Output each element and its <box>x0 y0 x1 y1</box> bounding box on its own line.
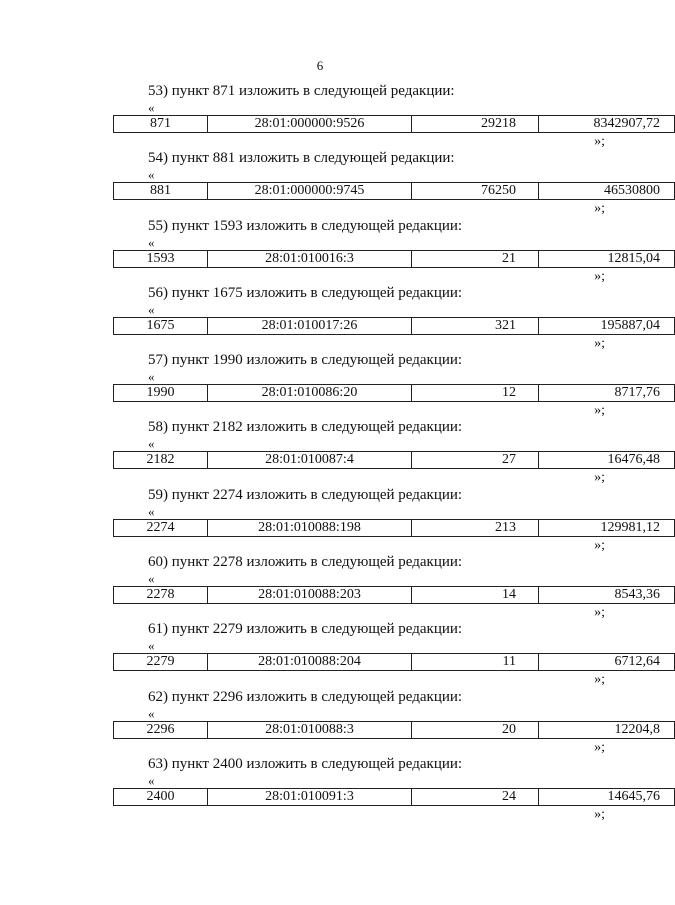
table-row <box>114 587 675 604</box>
cadastral-number-cell: 28:01:000000:9526 <box>208 116 412 133</box>
value-cell: 8717,76 <box>539 385 675 402</box>
item-number-cell: 2182 <box>114 452 208 469</box>
quantity-cell: 21 <box>412 250 539 267</box>
closing-quote: »; <box>594 403 605 419</box>
amendment-table <box>113 317 675 335</box>
amendment-heading: 62) пункт 2296 изложить в следующей редакции: <box>148 688 463 705</box>
table-row <box>114 721 675 738</box>
amendment-entry <box>0 486 660 554</box>
cadastral-number-cell: 28:01:000000:9745 <box>208 183 412 200</box>
opening-quote: « <box>148 100 155 115</box>
quantity-cell: 20 <box>412 721 539 738</box>
cadastral-number-cell: 28:01:010087:4 <box>208 452 412 469</box>
amendment-table <box>113 721 675 739</box>
item-number-cell: 2278 <box>114 587 208 604</box>
item-number-cell: 871 <box>114 116 208 133</box>
opening-quote: « <box>148 571 155 587</box>
page-number: 6 <box>316 58 324 73</box>
opening-quote: « <box>148 772 155 788</box>
value-cell: 12204,8 <box>539 721 675 738</box>
opening-quote: « <box>148 436 155 452</box>
item-number-cell: 1593 <box>114 250 208 267</box>
amendment-entry <box>0 284 660 352</box>
cadastral-number-cell: 28:01:010088:203 <box>208 587 412 604</box>
value-cell: 195887,04 <box>539 317 675 334</box>
table-row <box>114 452 675 469</box>
quantity-cell: 24 <box>412 788 539 805</box>
opening-quote: « <box>148 705 155 721</box>
table-row <box>114 788 675 805</box>
amendment-heading: 53) пункт 871 изложить в следующей редакции: <box>148 83 455 99</box>
cadastral-number-cell: 28:01:010016:3 <box>208 250 412 267</box>
quantity-cell: 321 <box>412 317 539 334</box>
cadastral-number-cell: 28:01:010088:204 <box>208 654 412 671</box>
amendment-table <box>113 250 675 268</box>
cadastral-number-cell: 28:01:010088:198 <box>208 519 412 536</box>
item-number-cell: 1675 <box>114 317 208 334</box>
amendment-heading: 57) пункт 1990 изложить в следующей редакции: <box>148 352 463 369</box>
opening-quote: « <box>148 167 155 183</box>
amendment-entry <box>0 621 660 688</box>
amendment-entry <box>0 419 660 486</box>
quantity-cell: 14 <box>412 587 539 604</box>
amendment-table <box>113 586 675 604</box>
opening-quote: « <box>148 638 155 654</box>
opening-quote: « <box>148 234 155 250</box>
opening-quote: « <box>148 503 155 519</box>
amendment-heading: 61) пункт 2279 изложить в следующей редакции: <box>148 621 463 638</box>
amendment-entry <box>0 83 660 150</box>
item-number-cell: 2296 <box>114 721 208 738</box>
value-cell: 6712,64 <box>539 654 675 671</box>
closing-quote: »; <box>594 739 605 755</box>
value-cell: 16476,48 <box>539 452 675 469</box>
closing-quote: »; <box>594 134 605 149</box>
amendment-heading: 58) пункт 2182 изложить в следующей редакции: <box>148 419 463 436</box>
amendment-heading: 59) пункт 2274 изложить в следующей редакции: <box>148 486 463 503</box>
value-cell: 8342907,72 <box>539 116 675 133</box>
amendment-entry <box>0 150 660 217</box>
item-number-cell: 881 <box>114 183 208 200</box>
amendment-heading: 54) пункт 881 изложить в следующей редакции: <box>148 150 455 167</box>
amendment-table <box>113 653 675 671</box>
quantity-cell: 29218 <box>412 116 539 133</box>
closing-quote: »; <box>594 537 605 553</box>
table-row <box>114 519 675 536</box>
quantity-cell: 27 <box>412 452 539 469</box>
amendment-entry <box>0 755 660 823</box>
closing-quote: »; <box>594 201 605 217</box>
quantity-cell: 213 <box>412 519 539 536</box>
closing-quote: »; <box>594 806 605 822</box>
amendment-list <box>0 83 660 823</box>
amendment-heading: 55) пункт 1593 изложить в следующей редакции: <box>148 217 463 234</box>
item-number-cell: 2400 <box>114 788 208 805</box>
amendment-table <box>113 384 675 402</box>
item-number-cell: 2274 <box>114 519 208 536</box>
amendment-heading: 60) пункт 2278 изложить в следующей редакции: <box>148 554 463 571</box>
value-cell: 8543,36 <box>539 587 675 604</box>
amendment-table <box>113 451 675 469</box>
value-cell: 12815,04 <box>539 250 675 267</box>
opening-quote: « <box>148 369 155 385</box>
amendment-table <box>113 519 675 537</box>
table-row <box>114 317 675 334</box>
cadastral-number-cell: 28:01:010091:3 <box>208 788 412 805</box>
closing-quote: »; <box>594 605 605 621</box>
amendment-entry <box>0 217 660 285</box>
item-number-cell: 1990 <box>114 385 208 402</box>
table-row <box>114 654 675 671</box>
amendment-table <box>113 788 675 806</box>
cadastral-number-cell: 28:01:010086:20 <box>208 385 412 402</box>
closing-quote: »; <box>594 268 605 284</box>
value-cell: 14645,76 <box>539 788 675 805</box>
quantity-cell: 76250 <box>412 183 539 200</box>
amendment-table <box>113 182 675 200</box>
amendment-entry <box>0 688 660 756</box>
quantity-cell: 11 <box>412 654 539 671</box>
amendment-entry <box>0 352 660 419</box>
table-row <box>114 385 675 402</box>
table-row <box>114 116 675 133</box>
table-row <box>114 250 675 267</box>
opening-quote: « <box>148 301 155 317</box>
cadastral-number-cell: 28:01:010017:26 <box>208 317 412 334</box>
amendment-table <box>113 115 675 133</box>
table-row <box>114 183 675 200</box>
closing-quote: »; <box>594 672 605 688</box>
closing-quote: »; <box>594 470 605 486</box>
cadastral-number-cell: 28:01:010088:3 <box>208 721 412 738</box>
quantity-cell: 12 <box>412 385 539 402</box>
value-cell: 46530800 <box>539 183 675 200</box>
amendment-heading: 56) пункт 1675 изложить в следующей редакции: <box>148 284 463 301</box>
amendment-heading: 63) пункт 2400 изложить в следующей редакции: <box>148 755 463 772</box>
item-number-cell: 2279 <box>114 654 208 671</box>
amendment-entry <box>0 554 660 621</box>
closing-quote: »; <box>594 335 605 351</box>
value-cell: 129981,12 <box>539 519 675 536</box>
